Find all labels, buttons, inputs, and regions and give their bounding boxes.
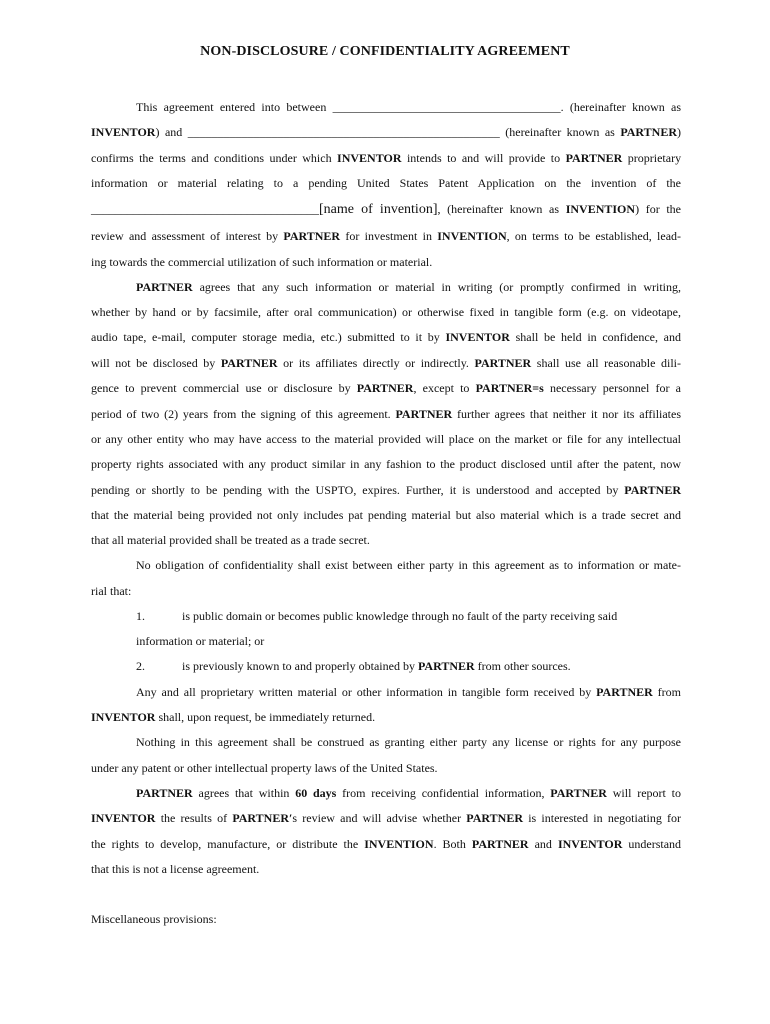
- inventor-name-blank[interactable]: ______________________________________: [332, 100, 561, 114]
- inventor-term: INVENTOR: [91, 710, 156, 724]
- text: shall, upon request, be immediately returned.: [158, 710, 376, 724]
- paragraph-1-line-7: ing towards the commercial utilization of such information or material.: [91, 255, 433, 269]
- paragraph-2-line-1: [136, 280, 681, 294]
- partner-term: PARTNER: [220, 356, 278, 370]
- partner-term: PARTNER: [565, 151, 623, 165]
- inventor-term: INVENTOR: [337, 151, 402, 165]
- days-term: 60 days: [295, 786, 337, 800]
- paragraph-5-line-2: under any patent or other intellectual property laws of the United States.: [91, 761, 438, 775]
- partner-term: PARTNER: [232, 811, 290, 825]
- partner-term: PARTNER: [136, 280, 193, 294]
- partner-term: PARTNER: [283, 229, 341, 243]
- prime-mark: ′: [289, 811, 293, 825]
- partner-term: PARTNER: [624, 483, 681, 497]
- text: ) for the: [635, 202, 682, 216]
- text: s review and will advise whether: [292, 811, 462, 825]
- invention-name-blank[interactable]: ______________________________________: [91, 202, 319, 216]
- partner-term: PARTNER=s: [475, 381, 544, 395]
- inventor-term: INVENTOR: [445, 330, 510, 344]
- text: agrees that any such information or material in writing (or promptly confirmed in writing,: [199, 280, 681, 294]
- text: will report to: [612, 786, 682, 800]
- paragraph-2-line-5: [91, 381, 681, 395]
- paragraph-6-line-2: [91, 811, 681, 825]
- paragraph-2-line-9: [91, 483, 681, 497]
- text: ) and: [155, 125, 183, 139]
- invention-term: INVENTION: [364, 837, 434, 851]
- paragraph-2-line-4: [91, 356, 681, 370]
- text: audio tape, e-mail, computer storage media, etc.) submitted to it by: [91, 330, 440, 344]
- partner-term: PARTNER: [471, 837, 529, 851]
- miscellaneous-heading: Miscellaneous provisions:: [91, 912, 217, 926]
- text: review and assessment of interest by: [91, 229, 279, 243]
- text: Any and all proprietary written material or other information in tangible form received by: [136, 685, 592, 699]
- text: (hereinafter known as: [505, 125, 615, 139]
- text: period of two (2) years from the signing of this agreement.: [91, 407, 391, 421]
- paragraph-2-line-7: or any other entity who may have access to the material provided will place on the market or file for any intellectual: [91, 432, 681, 446]
- text: . (hereinafter known as: [560, 100, 681, 114]
- inventor-term: INVENTOR: [557, 837, 623, 851]
- text: is previously known to and properly obtained by: [182, 659, 415, 673]
- text: from other sources.: [477, 659, 571, 673]
- text: further agrees that neither it nor its affiliates: [457, 407, 682, 421]
- text: , on terms to be established, lead-: [506, 229, 682, 243]
- text: the results of: [160, 811, 228, 825]
- text: will not be disclosed by: [91, 356, 216, 370]
- partner-term: PARTNER: [596, 685, 653, 699]
- text: for investment in: [345, 229, 432, 243]
- text: confirms the terms and conditions under which: [91, 151, 332, 165]
- paragraph-2-line-8: property rights associated with any product similar in any fashion to the product disclosed until after the patent, now: [91, 457, 681, 471]
- list-item-2: [182, 659, 571, 674]
- paragraph-3-line-2: rial that:: [91, 584, 132, 598]
- paragraph-2-line-6: [91, 407, 681, 421]
- partner-term: PARTNER: [395, 407, 453, 421]
- paragraph-5-line-1: Nothing in this agreement shall be construed as granting either party any license or rights for any purpose: [136, 735, 681, 749]
- partner-term: PARTNER: [550, 786, 607, 800]
- paragraph-1-line-1: [136, 100, 681, 114]
- invention-term: INVENTION: [437, 229, 507, 243]
- paragraph-4-line-1: [136, 685, 681, 699]
- paragraph-2-line-3: [91, 330, 681, 344]
- paragraph-1-line-6: [91, 229, 681, 243]
- list-item-1-line-2: information or material; or: [136, 634, 265, 648]
- text: pending or shortly to be pending with the USPTO, expires. Further, it is understood and accepted by: [91, 483, 619, 497]
- text: shall be held in confidence, and: [515, 330, 682, 344]
- text: shall use all reasonable dili-: [536, 356, 682, 370]
- list-item-1-line-1: is public domain or becomes public knowledge through no fault of the party receiving said: [182, 609, 618, 623]
- inventor-term: INVENTOR: [91, 125, 156, 139]
- paragraph-2-line-10: that the material being provided not only includes pat pending material but also material which is a trade secret and: [91, 508, 681, 522]
- paragraph-1-line-2: [91, 125, 681, 139]
- inventor-term: INVENTOR: [91, 811, 156, 825]
- text: is interested in negotiating for: [528, 811, 682, 825]
- text: and: [534, 837, 552, 851]
- paragraph-1-line-4: information or material relating to a pending United States Patent Application on the invention of the: [91, 176, 681, 190]
- partner-name-blank[interactable]: ____________________________________________________: [187, 125, 500, 139]
- text: from receiving confidential information,: [342, 786, 545, 800]
- paragraph-2-line-11: that all material provided shall be treated as a trade secret.: [91, 533, 370, 547]
- text: intends to and will provide to: [406, 151, 561, 165]
- invention-name-placeholder: [name of invention]: [319, 202, 438, 217]
- partner-term: PARTNER: [356, 381, 414, 395]
- paragraph-1-line-5: [91, 202, 681, 216]
- text: ): [677, 125, 682, 139]
- text: proprietary: [627, 151, 682, 165]
- text: , except to: [413, 381, 470, 395]
- list-number-2: 2.: [136, 659, 145, 673]
- text: from: [657, 685, 681, 699]
- paragraph-4-line-2: [91, 710, 681, 724]
- partner-term: PARTNER: [466, 811, 523, 825]
- list-number-1: 1.: [136, 609, 145, 623]
- text: necessary personnel for a: [549, 381, 682, 395]
- text: understand: [628, 837, 682, 851]
- document-title: NON-DISCLOSURE / CONFIDENTIALITY AGREEMENT: [200, 44, 570, 59]
- partner-term: PARTNER: [474, 356, 532, 370]
- paragraph-6-line-3: [91, 837, 681, 851]
- invention-term: INVENTION: [565, 202, 636, 216]
- text: agrees that within: [198, 786, 290, 800]
- text: . Both: [433, 837, 466, 851]
- text: the rights to develop, manufacture, or distribute the: [91, 837, 359, 851]
- text: gence to prevent commercial use or disclosure by: [91, 381, 351, 395]
- partner-term: PARTNER: [417, 659, 475, 673]
- paragraph-6-line-4: that this is not a license agreement.: [91, 862, 260, 876]
- partner-term: PARTNER: [136, 786, 193, 800]
- paragraph-3-line-1: No obligation of confidentiality shall exist between either party in this agreement as to information or mate-: [136, 558, 681, 572]
- text: or its affiliates directly or indirectly.: [283, 356, 469, 370]
- text: This agreement entered into between: [136, 100, 327, 114]
- paragraph-6-line-1: [136, 786, 681, 800]
- text: , (hereinafter known as: [437, 202, 560, 216]
- partner-term: PARTNER: [620, 125, 678, 139]
- paragraph-1-line-3: [91, 151, 681, 165]
- paragraph-2-line-2: whether by hand or by facsimile, after oral communication) or otherwise fixed in tangible form (e.g. on videotape,: [91, 305, 681, 319]
